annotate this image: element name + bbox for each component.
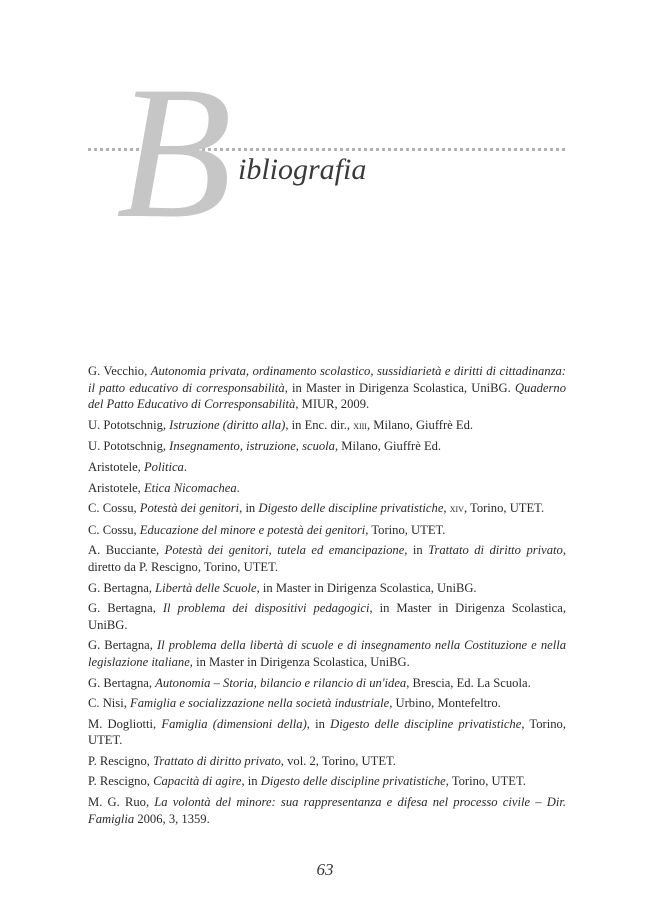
reference-text: , in Master in Dirigenza Scolastica, UniBG.: [88, 601, 566, 632]
reference-title: Educazione del minore e potestà dei genitori: [139, 522, 366, 537]
reference-text: , diretto da P. Rescigno, Torino, UTET.: [88, 543, 566, 574]
reference-text: , Torino, UTET.: [88, 716, 566, 748]
reference-title: Istruzione (diritto alla): [169, 417, 286, 432]
reference-title: Quaderno del Patto Educativo di Corresponsabilità: [88, 380, 567, 412]
reference-text: G. Bertagna,: [88, 580, 156, 595]
reference-text: M. G. Ruo,: [88, 795, 155, 810]
reference-text: 2006, 3, 1359.: [134, 811, 210, 826]
reference-entry: [88, 438, 566, 455]
reference-entry: [88, 773, 566, 790]
reference-text: , Milano, Giuffrè Ed.: [366, 417, 474, 432]
reference-title: Il problema dei dispositivi pedagogici: [162, 601, 370, 616]
reference-entry: [88, 637, 566, 670]
reference-entry: [88, 716, 566, 749]
reference-text: , in: [239, 501, 259, 516]
reference-text: .: [236, 480, 240, 495]
reference-text: C. Nisi,: [88, 696, 130, 711]
reference-title: Il problema della libertà di scuole e di insegnamento nella Costituzione e nella legislazione italiane: [88, 638, 566, 669]
reference-text: C. Cossu,: [88, 501, 140, 516]
reference-text: , vol. 2, Torino, UTET.: [280, 753, 396, 768]
reference-text: Aristotele,: [88, 459, 144, 474]
reference-title: Digesto delle discipline privatistiche: [330, 716, 522, 731]
title-initial-letter: B: [116, 48, 233, 258]
reference-text: , Brescia, Ed. La Scuola.: [406, 675, 531, 690]
reference-title: Etica Nicomachea: [143, 480, 237, 495]
reference-title: La volontà del minore: sua rappresentanza e difesa nel processo civile – Dir. Famiglia: [88, 795, 566, 826]
reference-title: Famiglia (dimensioni della): [161, 716, 307, 731]
reference-title: Libertà delle Scuole: [155, 580, 257, 595]
reference-entry: [88, 522, 566, 539]
reference-entry: [88, 363, 566, 413]
reference-text: , in Master in Dirigenza Scolastica, UniBG.: [256, 580, 477, 595]
reference-text: , Urbino, Montefeltro.: [389, 696, 501, 711]
reference-text: , Torino, UTET.: [463, 501, 545, 516]
reference-text: M. Dogliotti,: [88, 716, 162, 731]
reference-entry: [88, 675, 566, 692]
reference-title: Autonomia – Storia, bilancio e rilancio di un'idea: [155, 675, 407, 690]
reference-text: , in: [404, 543, 429, 558]
reference-text: , in Enc. dir.,: [285, 417, 354, 432]
reference-entry: [88, 695, 566, 712]
reference-title: Digesto delle discipline privatistiche: [260, 774, 446, 789]
reference-title: Trattato di diritto privato: [153, 753, 281, 768]
reference-text: P. Rescigno,: [88, 753, 154, 768]
reference-text: Aristotele,: [88, 480, 144, 495]
reference-title: Famiglia e socializzazione nella società industriale: [130, 696, 390, 711]
reference-list: [88, 363, 566, 831]
reference-text: C. Cossu,: [88, 522, 140, 537]
reference-text: G. Bertagna,: [88, 601, 163, 616]
reference-entry: [88, 794, 566, 827]
reference-text: A. Bucciante,: [88, 543, 165, 558]
page-title: ibliografia: [238, 153, 367, 186]
reference-text: G. Vecchio,: [88, 364, 151, 378]
reference-title: Digesto delle discipline privatistiche: [258, 501, 444, 516]
reference-title: Capacità di agire: [153, 774, 242, 789]
reference-text: ,: [443, 501, 450, 516]
reference-text: .: [183, 459, 187, 474]
reference-entry: [88, 753, 566, 770]
reference-entry: [88, 459, 566, 476]
reference-title: Autonomia privata, ordinamento scolastico, sussidiarietà e diritti di cittadinanza: il patto educativo di corresponsabilità: [88, 364, 566, 395]
reference-title: Potestà dei genitori, tutela ed emancipazione: [164, 543, 405, 558]
reference-entry: [88, 417, 566, 435]
reference-text: , Milano, Giuffrè Ed.: [334, 439, 442, 454]
reference-entry: [88, 500, 566, 518]
reference-text: , in Master in Dirigenza Scolastica, UniBG.: [284, 380, 515, 395]
reference-text: U. Pototschnig,: [88, 417, 170, 432]
reference-text: , Torino, UTET.: [365, 522, 446, 537]
reference-title: Insegnamento, istruzione, scuola: [169, 439, 335, 454]
reference-entry: [88, 600, 566, 633]
reference-text: G. Bertagna,: [88, 638, 157, 653]
reference-text: , in Master in Dirigenza Scolastica, UniBG.: [189, 654, 410, 669]
reference-text: , in: [306, 716, 331, 731]
reference-text: , MIUR, 2009.: [295, 397, 370, 412]
reference-title: Trattato di diritto privato: [428, 543, 563, 558]
reference-title: Potestà dei genitori: [139, 501, 240, 516]
reference-title: Politica: [143, 459, 184, 474]
page-number: 63: [316, 860, 334, 879]
reference-entry: [88, 542, 566, 575]
reference-text: U. Pototschnig,: [88, 439, 170, 454]
reference-entry: [88, 480, 566, 497]
reference-text: xiv: [449, 503, 464, 516]
reference-text: P. Rescigno,: [88, 774, 154, 789]
reference-text: G. Bertagna,: [88, 675, 156, 690]
reference-text: , in: [241, 774, 261, 789]
reference-text: , Torino, UTET.: [445, 774, 526, 789]
reference-entry: [88, 580, 566, 597]
reference-text: xiii: [353, 419, 367, 432]
